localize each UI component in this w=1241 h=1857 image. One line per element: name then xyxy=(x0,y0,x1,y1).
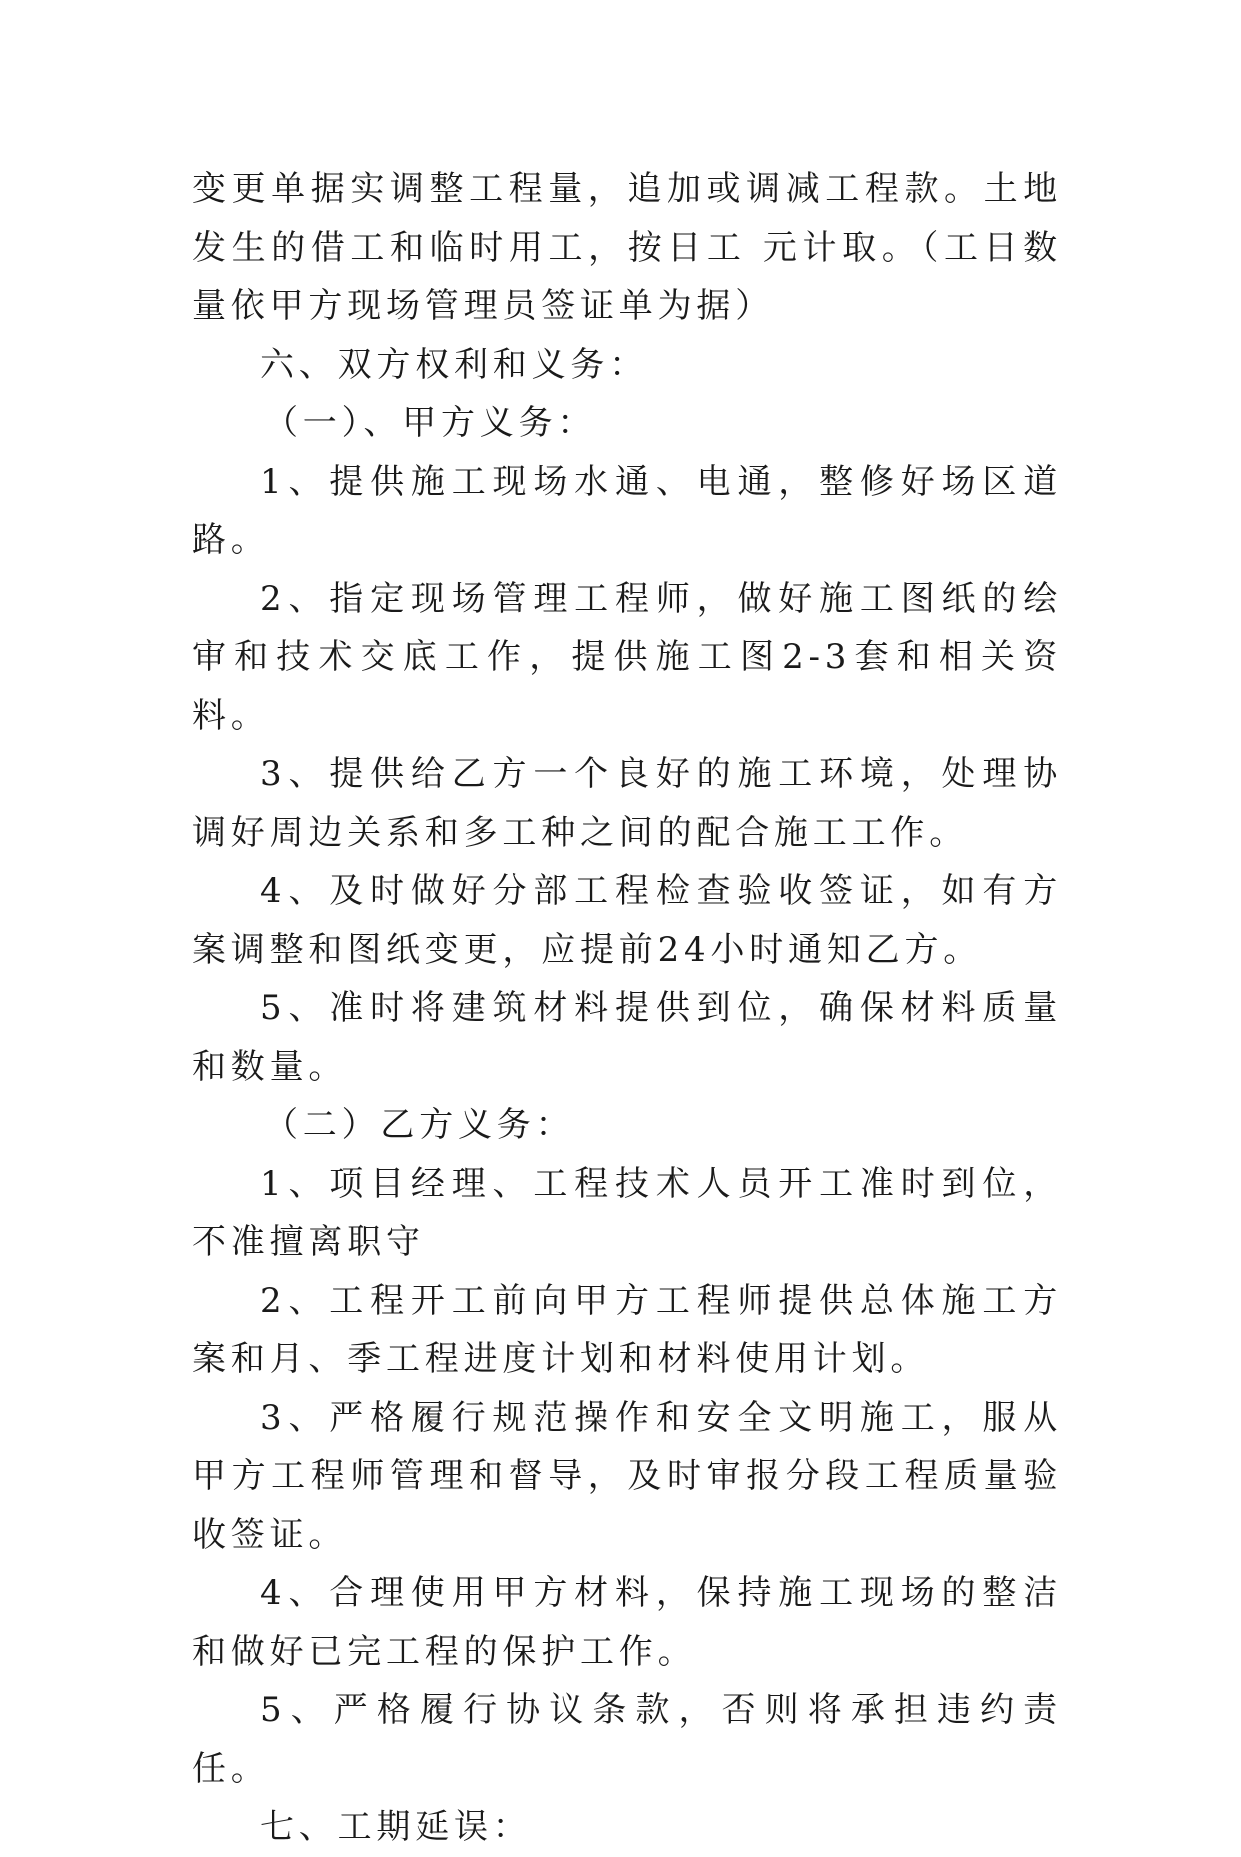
list-item: 1、提供施工现场水通、电通，整修好场区道路。 xyxy=(192,461,1062,560)
list-item: 4、及时做好分部工程检查验收签证，如有方案调整和图纸变更，应提前24小时通知乙方。 xyxy=(192,871,1062,970)
subsection-heading-party-b: （二）乙方义务： xyxy=(264,1105,575,1145)
section-heading-delay: 七、工期延误： xyxy=(260,1807,532,1847)
list-item: 2、工程开工前向甲方工程师提供总体施工方案和月、季工程进度计划和材料使用计划。 xyxy=(192,1280,1062,1379)
paragraph-continuation: 变更单据实调整工程量，追加或调减工程款。土地发生的借工和临时用工，按日工 元计取。（工日数量依甲方现场管理员签证单为据） xyxy=(192,169,1062,326)
subsection-heading-party-a: （一）、甲方义务： xyxy=(264,403,597,443)
list-item: 1、项目经理、工程技术人员开工准时到位，不准擅离职守 xyxy=(192,1163,1062,1262)
list-item: 2、指定现场管理工程师，做好施工图纸的绘审和技术交底工作，提供施工图2-3套和相关资料。 xyxy=(192,578,1062,736)
list-item: 5、严格履行协议条款，否则将承担违约责任。 xyxy=(192,1690,1062,1789)
list-item: 5、准时将建筑材料提供到位，确保材料质量和数量。 xyxy=(192,988,1062,1087)
list-item: 4、合理使用甲方材料，保持施工现场的整洁和做好已完工程的保护工作。 xyxy=(192,1573,1062,1672)
list-item: 3、严格履行规范操作和安全文明施工，服从甲方工程师管理和督导，及时审报分段工程质量验收签证。 xyxy=(192,1397,1062,1555)
section-heading-rights-obligations: 六、双方权利和义务： xyxy=(260,344,648,385)
document-body xyxy=(192,160,1062,1857)
list-item: 3、提供给乙方一个良好的施工环境，处理协调好周边关系和多工种之间的配合施工工作。 xyxy=(192,754,1062,853)
